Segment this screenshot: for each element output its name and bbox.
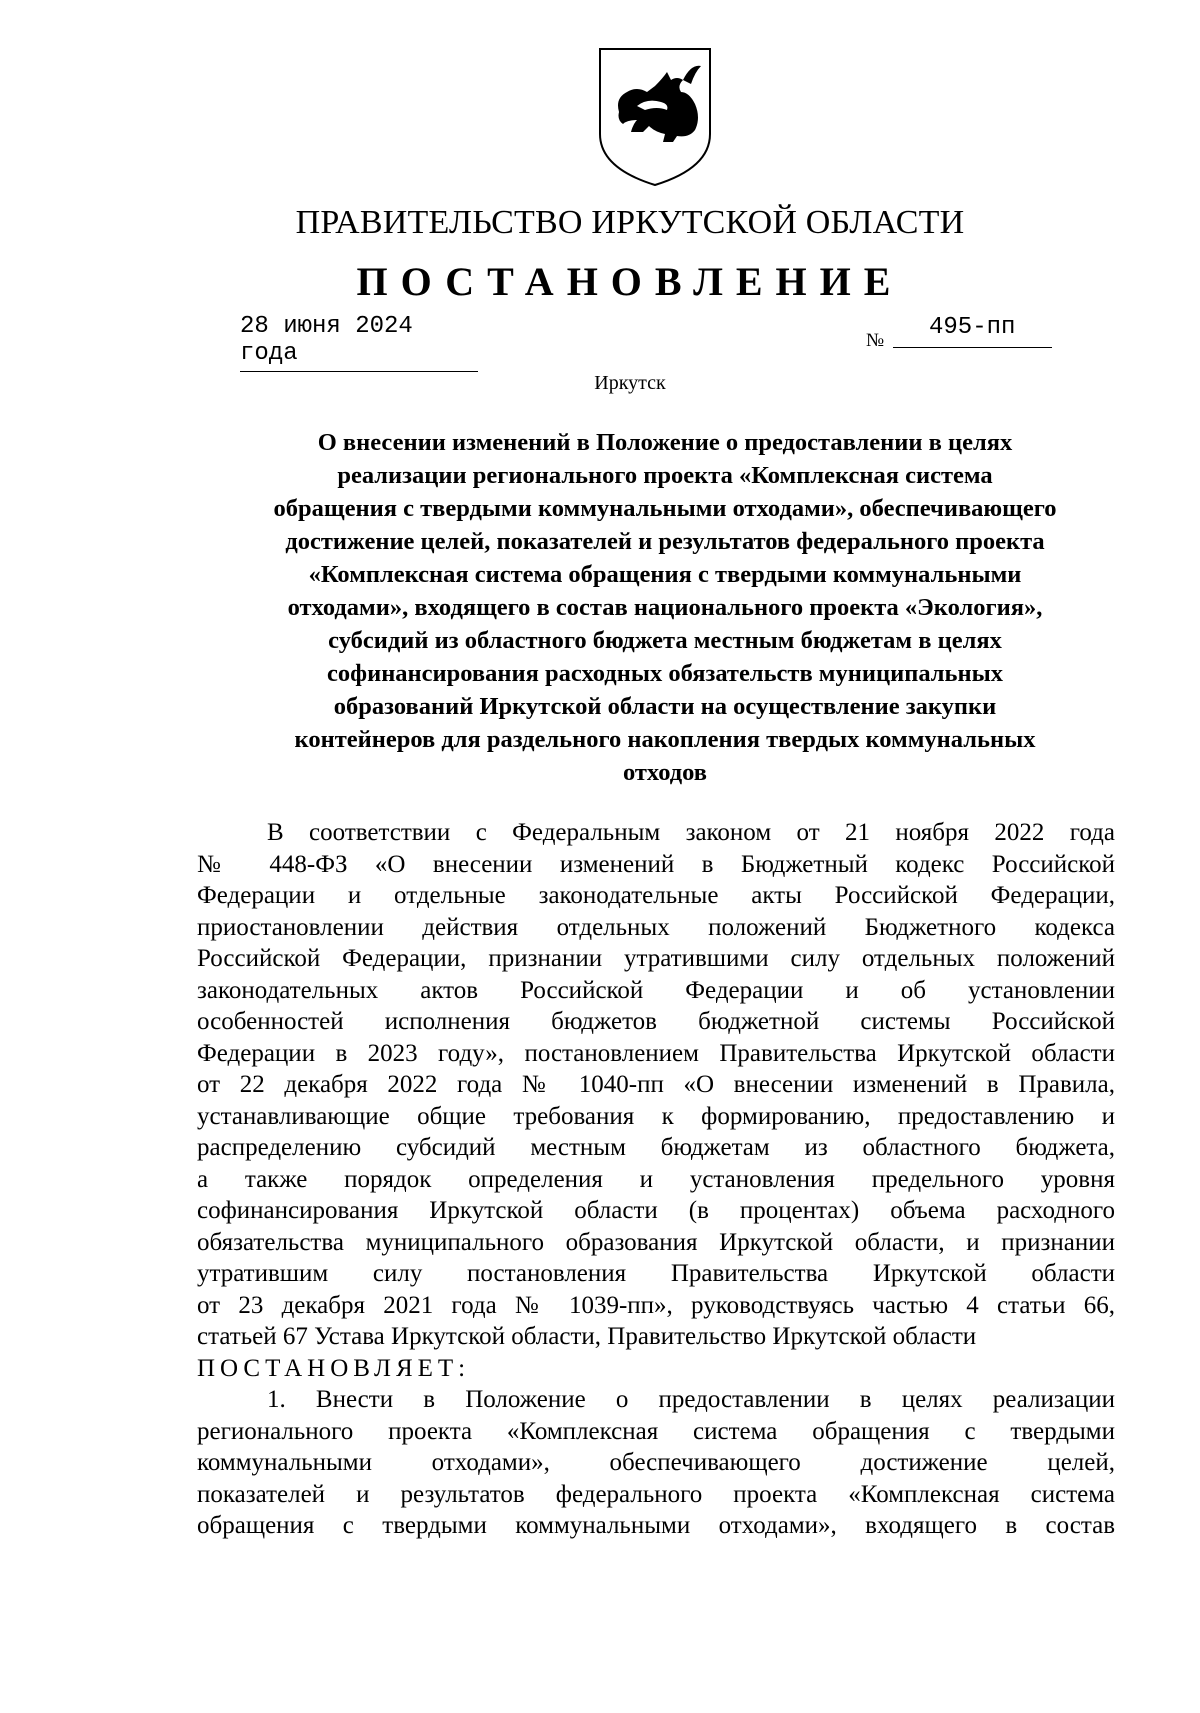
title-line: реализации регионального проекта «Комплексная система xyxy=(337,462,993,489)
title-line: обращения с твердыми коммунальными отходами», обеспечивающего xyxy=(273,495,1057,522)
title-line: отходами», входящего в состав национального проекта «Экология», xyxy=(287,594,1043,621)
body-line: В соответствии с Федеральным законом от 21 ноября 2022 года xyxy=(267,819,1115,846)
body-line: 1. Внести в Положение о предоставлении в целях реализации xyxy=(267,1386,1115,1413)
body-line: распределению субсидий местным бюджетам из областного бюджета, xyxy=(197,1134,1115,1161)
coat-of-arms-emblem xyxy=(597,46,713,188)
body-line: а также порядок определения и установления предельного уровня xyxy=(197,1165,1115,1193)
organization-name: ПРАВИТЕЛЬСТВО ИРКУТСКОЙ ОБЛАСТИ xyxy=(295,204,965,241)
document-type-heading: ПОСТАНОВЛЕНИЕ xyxy=(356,259,904,304)
document-title xyxy=(170,426,1160,789)
title-line: «Комплексная система обращения с твердыми коммунальными xyxy=(308,561,1022,588)
title-line: образований Иркутской области на осуществление закупки xyxy=(333,693,997,720)
city-name: Иркутск xyxy=(594,372,666,394)
irkutsk-coat-of-arms-icon xyxy=(597,46,713,188)
body-line: от 23 декабря 2021 года № 1039-пп», руководствуясь частью 4 статьи 66, xyxy=(197,1291,1115,1319)
title-line: контейнеров для раздельного накопления твердых коммунальных xyxy=(294,726,1036,753)
title-line: достижение целей, показателей и результатов федерального проекта xyxy=(285,528,1045,555)
body-line: статьей 67 Устава Иркутской области, Правительство Иркутской области xyxy=(197,1323,977,1350)
body-line: регионального проекта «Комплексная система обращения с твердыми xyxy=(197,1417,1115,1445)
body-line: обязательства муниципального образования Иркутской области, и признании xyxy=(197,1228,1115,1256)
title-line: О внесении изменений в Положение о предоставлении в целях xyxy=(317,429,1013,456)
body-line: устанавливающие общие требования к формированию, предоставлению и xyxy=(197,1102,1115,1130)
body-line: софинансирования Иркутской области (в процентах) объема расходного xyxy=(197,1197,1115,1224)
resolution-keyword: ПОСТАНОВЛЯЕТ: xyxy=(197,1354,471,1382)
document-number: 495-пп xyxy=(893,314,1052,348)
document-number-block xyxy=(866,314,1052,350)
body-line: Российской Федерации, признании утратившими силу отдельных положений xyxy=(197,945,1115,972)
body-line: коммунальными отходами», обеспечивающего достижение целей, xyxy=(197,1449,1115,1476)
body-line: № 448-ФЗ «О внесении изменений в Бюджетный кодекс Российской xyxy=(197,850,1115,878)
body-line: утратившим силу постановления Правительства Иркутской области xyxy=(197,1260,1115,1287)
title-line: софинансирования расходных обязательств муниципальных xyxy=(327,660,1003,687)
body-line: законодательных актов Российской Федерации и об установлении xyxy=(197,976,1115,1004)
body-line: Федерации в 2023 году», постановлением Правительства Иркутской области xyxy=(197,1039,1115,1067)
number-sign: № xyxy=(866,330,885,351)
body-line: обращения с твердыми коммунальными отходами», входящего в состав xyxy=(197,1512,1115,1539)
title-line: отходов xyxy=(622,759,708,786)
body-line: показателей и результатов федерального проекта «Комплексная система xyxy=(197,1480,1115,1508)
document-date: 28 июня 2024 года xyxy=(240,313,478,372)
title-line: субсидий из областного бюджета местным бюджетам в целях xyxy=(328,627,1002,654)
body-line: особенностей исполнения бюджетов бюджетной системы Российской xyxy=(197,1008,1115,1035)
body-line: от 22 декабря 2022 года № 1040-пп «О внесении изменений в Правила, xyxy=(197,1071,1115,1098)
body-line: Федерации и отдельные законодательные акты Российской Федерации, xyxy=(197,882,1115,909)
document-body xyxy=(197,817,1115,1542)
body-line: приостановлении действия отдельных положений Бюджетного кодекса xyxy=(197,913,1115,941)
